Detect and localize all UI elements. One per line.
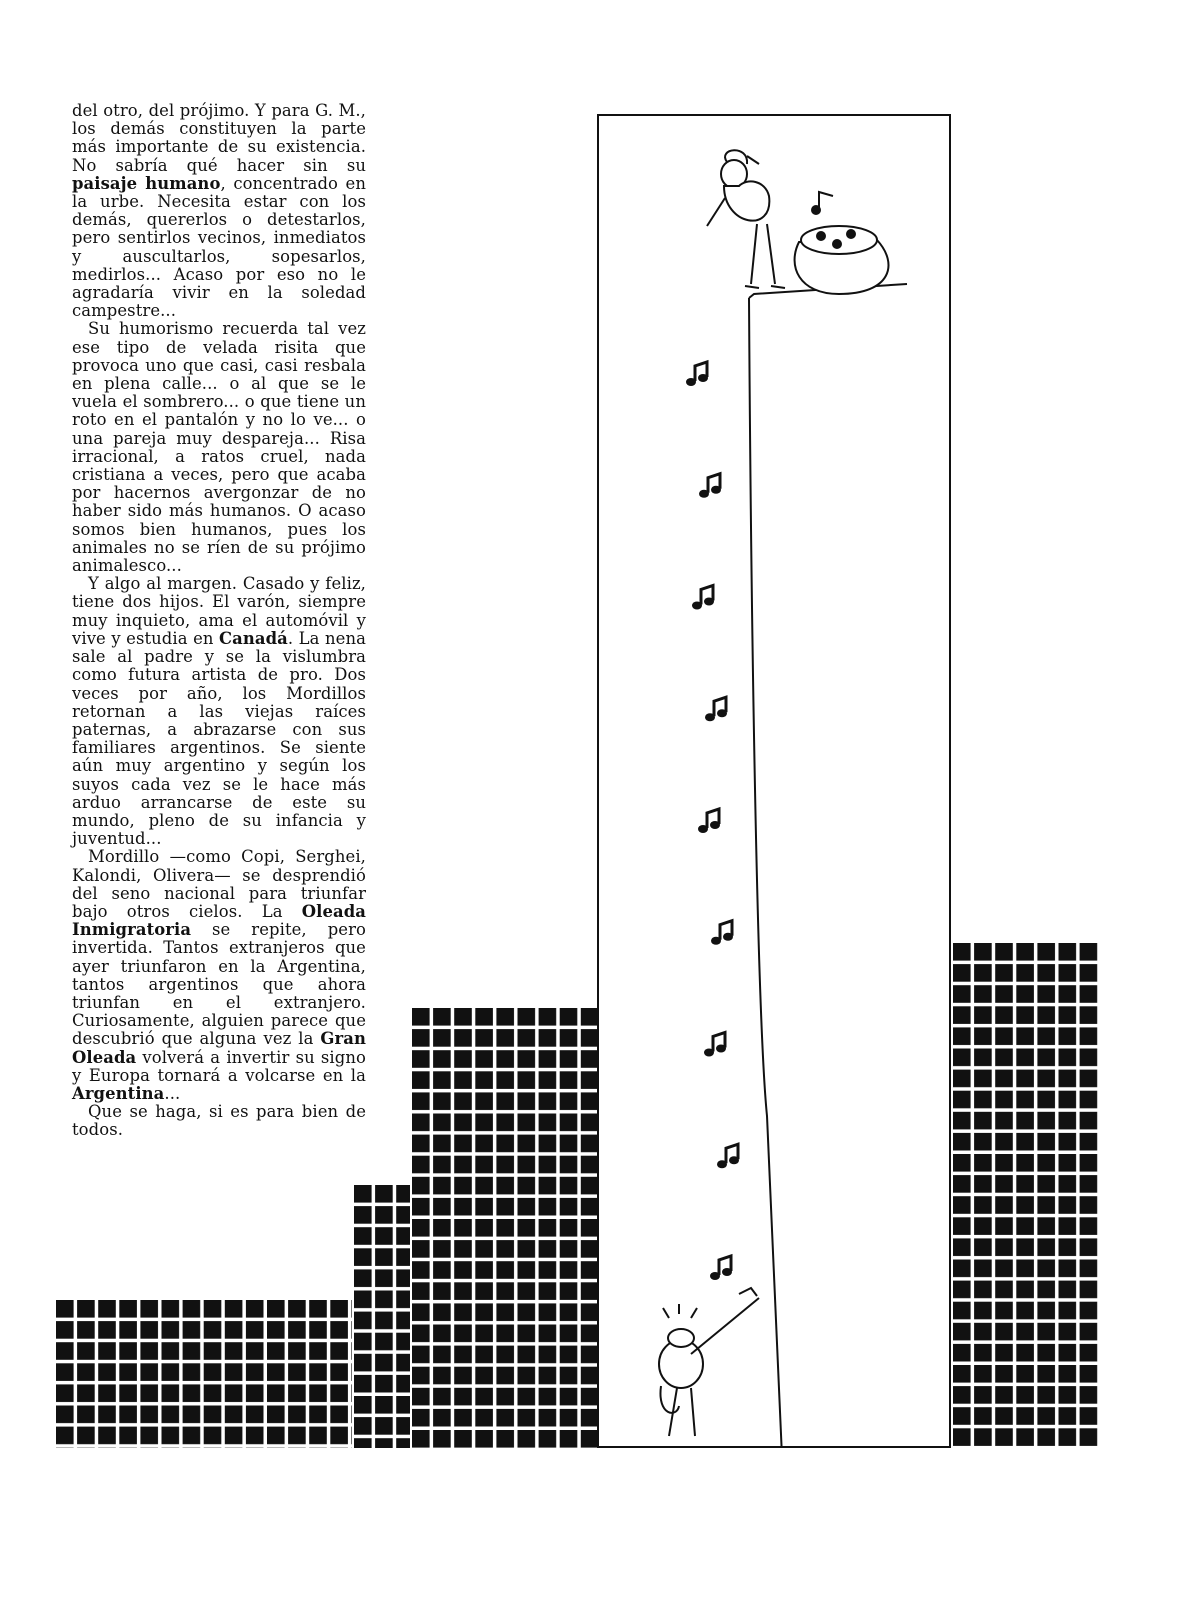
music-note-icon bbox=[692, 586, 714, 610]
text: Mordillo —como Copi, Serghei, Kalondi, Olivera— se desprendió del seno nacional para triunfar bajo otros cielos. La bbox=[72, 847, 366, 921]
music-note-icon bbox=[698, 809, 720, 833]
grid-block-left bbox=[56, 1300, 352, 1448]
text: volverá a invertir su signo y Europa tornará a volcarse en la bbox=[72, 1047, 366, 1085]
article-column bbox=[72, 102, 366, 1140]
music-note-icon bbox=[699, 474, 721, 498]
flute-player-icon bbox=[659, 1288, 759, 1436]
music-note-icon bbox=[704, 1033, 726, 1057]
music-note-icon bbox=[717, 1144, 739, 1168]
bold-phrase: Oleada Inmigratoria bbox=[72, 901, 366, 940]
bold-phrase: Gran Oleada bbox=[72, 1029, 366, 1067]
cartoon-frame bbox=[597, 114, 951, 1448]
text: , concentrado en la urbe. Necesita estar con los demás, quererlos o detestarlos, pero sentirlos vecinos, inmediatos y auscultarlos, sopesarlos, medirlos... Acaso por eso no le agradaría vivir en la soledad campestre... bbox=[72, 173, 366, 321]
paragraph-4 bbox=[72, 848, 366, 1103]
paragraph-1 bbox=[72, 102, 366, 320]
text: se repite, pero invertida. Tantos extranjeros que ayer triunfaron en la Argentina, tantos argentinos que ahora triunfan en el extranjero. Curiosamente, alguien parece que descubrió que alguna vez la bbox=[72, 920, 366, 1049]
note-bag-icon bbox=[795, 192, 889, 294]
music-note-icon bbox=[686, 362, 708, 386]
text: . La nena sale al padre y se la vislumbra como futura artista de pro. Dos veces por año, los Mordillos retornan a las viejas raíces paternas, a abrazarse con sus familiares argentinos. Se siente aún muy argentino y según los suyos cada vez se le hace más arduo arrancarse de este su mundo, pleno de su infancia y juventud... bbox=[72, 628, 366, 849]
text: Y algo al margen. Casado y feliz, tiene dos hijos. El varón, siempre muy inquieto, ama el automóvil y vive y estudia en bbox=[72, 574, 366, 648]
grid-block-mid-high bbox=[412, 1008, 598, 1448]
music-note-icon bbox=[705, 697, 727, 721]
paragraph-3 bbox=[72, 575, 366, 848]
text: del otro, del prójimo. Y para G. M., los demás constituyen la parte más importante de su existencia. No sabría qué hacer sin su bbox=[72, 101, 366, 175]
grid-block-mid-low bbox=[354, 1185, 410, 1448]
text: ... bbox=[164, 1083, 181, 1103]
woman-on-ledge-icon bbox=[707, 150, 785, 288]
paragraph-5: Que se haga, si es para bien de todos. bbox=[72, 1102, 366, 1140]
cartoon-illustration bbox=[599, 116, 949, 1446]
music-note-icon bbox=[710, 1256, 732, 1280]
tower bbox=[749, 284, 907, 1446]
paragraph-2: Su humorismo recuerda tal vez ese tipo de velada risita que provoca uno que casi, casi resbala en plena calle... o al que se le vuela el sombrero... o que tiene un roto en el pantalón y no lo ve... o una pareja muy despareja... Risa irracional, a ratos cruel, nada cristiana a veces, pero que acaba por hacernos avergonzar de no haber sido más humanos. O acaso somos bien humanos, pues los animales no se ríen de su prójimo animalesco... bbox=[72, 319, 366, 576]
music-note-icon bbox=[711, 921, 733, 945]
grid-block-right bbox=[953, 943, 1099, 1448]
falling-notes bbox=[686, 362, 739, 1280]
bold-phrase: Canadá bbox=[219, 628, 288, 648]
bold-phrase: paisaje humano bbox=[72, 173, 221, 193]
bold-phrase: Argentina bbox=[72, 1083, 165, 1103]
